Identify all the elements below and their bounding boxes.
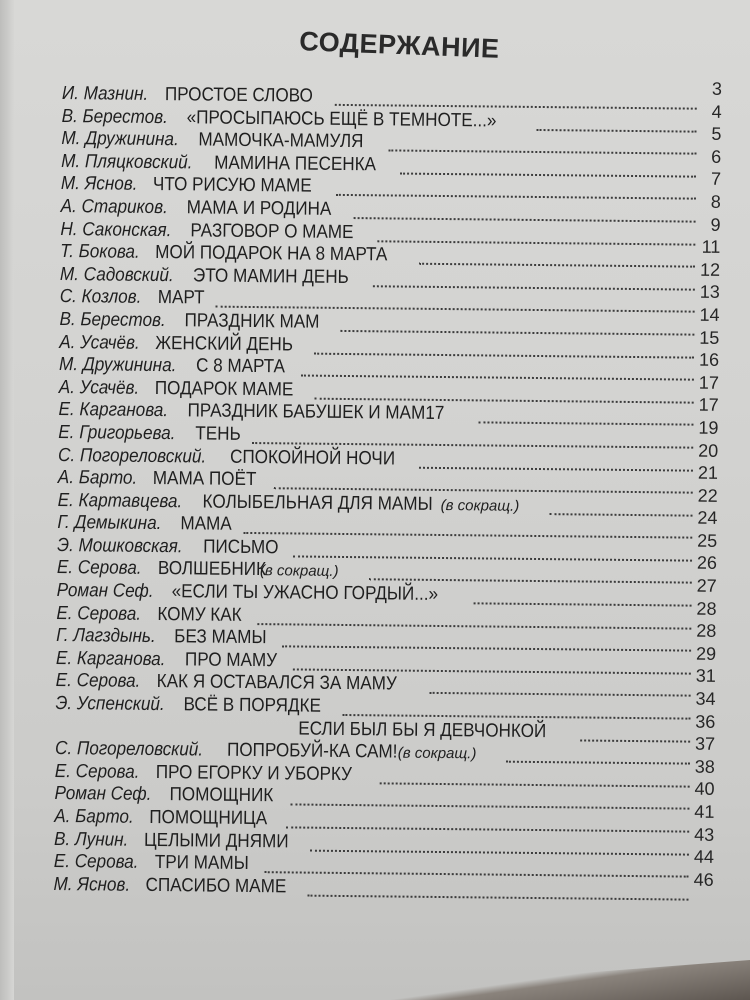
- toc-work-title: МАМА И РОДИНА: [186, 197, 332, 220]
- dot-leader: [378, 236, 696, 245]
- toc-author: Е. Серова.: [56, 602, 142, 625]
- toc-page-number: 46: [693, 869, 714, 890]
- toc-author: В. Берестов.: [61, 105, 168, 128]
- dot-leader: [478, 418, 693, 426]
- toc-author: М. Яснов.: [60, 173, 138, 196]
- toc-page-number: 26: [696, 553, 718, 574]
- dot-leader: [388, 146, 696, 155]
- toc-work-title: МАМА: [179, 513, 232, 536]
- page-corner-shadow: [230, 960, 750, 1000]
- toc-work-title: ВСЁ В ПОРЯДКЕ: [183, 694, 322, 717]
- toc-note: (в сокращ.): [397, 744, 477, 763]
- toc-work-title: СПОКОЙНОЙ НОЧИ: [229, 446, 395, 470]
- toc-author: Э. Мошковская.: [57, 534, 183, 558]
- toc-work-title: МАМА ПОЁТ: [152, 468, 257, 491]
- toc-work-title: МОЙ ПОДАРОК НА 8 МАРТА: [155, 242, 388, 266]
- toc-author: С. Козлов.: [59, 286, 142, 309]
- toc-author: А. Стариков.: [60, 195, 168, 219]
- toc-author: М. Яснов.: [53, 873, 131, 896]
- toc-page-number: 17: [698, 394, 719, 416]
- toc-page-number: 7: [710, 169, 722, 190]
- toc-page-number: 16: [699, 349, 720, 371]
- toc-author: Е. Карганова.: [55, 647, 166, 670]
- dot-leader: [473, 598, 691, 606]
- toc-author: Е. Карганова.: [58, 399, 169, 422]
- toc-page-number: 20: [698, 440, 719, 461]
- toc-work-title: ПРАЗДНИК БАБУШЕК И МАМ17: [187, 400, 445, 425]
- toc-note: (в сокращ.): [440, 496, 520, 515]
- toc-work-title: ПРО МАМУ: [184, 649, 277, 672]
- toc-page-number: 28: [696, 598, 717, 619]
- dot-leader: [419, 259, 695, 268]
- toc-author: Г. Демыкина.: [57, 512, 162, 535]
- dot-leader: [580, 735, 690, 742]
- toc-page-number: 13: [699, 282, 720, 303]
- toc-work-title: С 8 МАРТА: [196, 355, 286, 378]
- toc-author: С. Погореловский.: [57, 444, 207, 468]
- toc-work-title: ПОМОЩНИЦА: [149, 806, 268, 830]
- toc-page-number: 24: [697, 507, 718, 529]
- toc-author: М. Дружинина.: [61, 128, 179, 151]
- toc-work-title: ЖЕНСКИЙ ДЕНЬ: [155, 332, 294, 355]
- toc-work-title: ПИСЬМО: [203, 536, 280, 559]
- toc-work-title: ЦЕЛЫМИ ДНЯМИ: [143, 829, 289, 853]
- toc-work-title: КОМУ КАК: [157, 603, 242, 626]
- toc-work-title: ЭТО МАМИН ДЕНЬ: [193, 265, 350, 288]
- toc-work-title: ВОЛШЕБНИК: [157, 558, 267, 581]
- toc-work-title: ПРАЗДНИК МАМ: [184, 310, 320, 333]
- toc-page-number: 8: [710, 191, 721, 212]
- toc-work-title: ПОДАРОК МАМЕ: [155, 377, 294, 401]
- dot-leader: [419, 462, 693, 471]
- toc-page-number: 21: [697, 462, 719, 483]
- toc-work-title: МАМИНА ПЕСЕНКА: [213, 152, 376, 176]
- toc-author: А. Усачёв.: [58, 376, 140, 399]
- toc-author: Э. Успенский.: [55, 692, 165, 716]
- toc-work-title: «ЕСЛИ ТЫ УЖАСНО ГОРДЫЙ...»: [171, 581, 438, 606]
- toc-author: М. Садовский.: [59, 263, 174, 286]
- toc-page-number: 27: [696, 575, 717, 596]
- toc-author: А. Барто.: [57, 467, 138, 489]
- toc-page-number: 25: [697, 530, 718, 551]
- page-title: СОДЕРЖАНИЕ: [298, 26, 501, 64]
- toc-page-number: 3: [711, 78, 723, 99]
- toc-page-number: 37: [694, 733, 716, 755]
- toc-author: М. Пляцковский.: [61, 150, 193, 174]
- toc-author: И. Мазнин.: [61, 83, 149, 105]
- toc-page-number: 34: [695, 688, 716, 709]
- toc-author: В. Лунин.: [53, 828, 129, 851]
- toc-work-title: ПРОСТОЕ СЛОВО: [164, 84, 313, 107]
- toc-page-number: 12: [699, 259, 721, 280]
- toc-page-number: 17: [698, 372, 720, 393]
- dot-leader: [400, 168, 696, 177]
- toc-work-title: МАМОЧКА-МАМУЛЯ: [198, 129, 364, 153]
- toc-author: Е. Григорьева.: [58, 421, 176, 445]
- toc-page-number: 44: [693, 846, 715, 868]
- toc-page-number: 22: [697, 485, 718, 506]
- dot-leader: [506, 757, 690, 765]
- dot-leader: [380, 778, 690, 787]
- toc-author: Е. Серова.: [56, 557, 142, 580]
- dot-leader: [368, 575, 691, 584]
- toc-work-title: ПРО ЕГОРКУ И УБОРКУ: [155, 761, 353, 785]
- toc-author: М. Дружинина.: [58, 354, 177, 377]
- toc-author: Е. Серова.: [53, 851, 139, 874]
- toc-page-number: 28: [696, 620, 717, 642]
- toc-page-number: 43: [694, 824, 715, 845]
- toc-page-number: 38: [694, 756, 715, 777]
- toc-page-number: 40: [694, 779, 715, 800]
- toc-page-number: 4: [711, 101, 722, 122]
- toc-work-title: БЕЗ МАМЫ: [173, 626, 267, 649]
- toc-author: Н. Саконская.: [60, 218, 172, 241]
- toc-author: С. Погореловский.: [54, 738, 204, 761]
- toc-page-number: 29: [695, 643, 717, 664]
- toc-work-title: ТРИ МАМЫ: [154, 852, 249, 875]
- toc-work-title: МАРТ: [157, 287, 205, 309]
- toc-work-title: ЕСЛИ БЫЛ БЫ Я ДЕВЧОНКОЙ: [298, 718, 547, 742]
- toc-author: В. Берестов.: [59, 308, 166, 332]
- toc-page-number: 6: [711, 146, 722, 167]
- toc-work-title: КОЛЫБЕЛЬНАЯ ДЛЯ МАМЫ: [202, 491, 434, 515]
- toc-author: А. Барто.: [54, 805, 134, 828]
- toc-note: (в сокращ.): [259, 562, 339, 581]
- dot-leader: [372, 281, 695, 290]
- toc-author: Роман Сеф.: [56, 580, 154, 603]
- toc-author: Т. Бокова.: [60, 241, 140, 263]
- indent-spacer: [55, 732, 298, 735]
- toc-work-title: СПАСИБО МАМЕ: [145, 874, 287, 898]
- toc-page-number: 14: [699, 304, 720, 325]
- toc-page-number: 19: [698, 417, 719, 438]
- dot-leader: [537, 125, 697, 133]
- toc-work-title: РАЗГОВОР О МАМЕ: [190, 219, 354, 243]
- toc-author: А. Усачёв.: [59, 331, 140, 354]
- toc-work-title: ПОПРОБУЙ-КА САМ!: [226, 739, 398, 763]
- toc-page-number: 9: [710, 214, 721, 235]
- toc-work-title: ТЕНЬ: [195, 423, 241, 445]
- dot-leader: [429, 688, 690, 697]
- toc-author: Г. Лагздынь.: [56, 625, 156, 648]
- toc-page-number: 31: [695, 666, 716, 687]
- toc-work-title: КАК Я ОСТАВАЛСЯ ЗА МАМУ: [156, 671, 397, 695]
- toc-author: Е. Серова.: [55, 670, 141, 693]
- dot-leader: [549, 509, 692, 517]
- toc-page-number: 36: [695, 711, 716, 732]
- toc-author: Роман Сеф.: [54, 783, 152, 806]
- toc-page-number: 11: [701, 236, 721, 258]
- toc-page-number: 41: [694, 801, 715, 822]
- toc-author: Е. Картавцева.: [57, 489, 183, 512]
- dot-leader: [308, 890, 689, 900]
- table-of-contents: [53, 78, 723, 903]
- toc-page-number: 5: [711, 123, 722, 145]
- toc-work-title: «ПРОСЫПАЮСЬ ЕЩЁ В ТЕМНОТЕ...»: [186, 106, 497, 132]
- toc-work-title: ПОМОЩНИК: [169, 784, 274, 807]
- toc-author: Е. Серова.: [54, 760, 140, 783]
- toc-page-number: 15: [699, 327, 720, 348]
- page-edge: [0, 0, 14, 1000]
- toc-work-title: ЧТО РИСУЮ МАМЕ: [152, 174, 312, 197]
